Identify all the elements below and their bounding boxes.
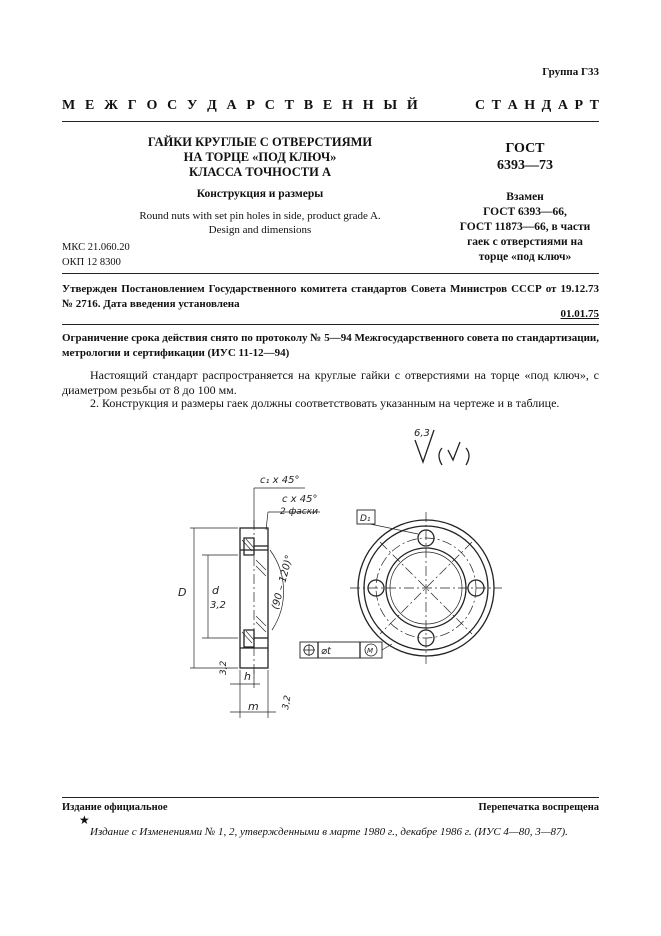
chamfer-c1-label: c₁ x 45°	[260, 475, 300, 486]
english-title-line-1: Round nuts with set pin holes in side, product grade A.	[139, 210, 381, 222]
heading-letter: У	[187, 98, 198, 113]
heading-letter: Д	[207, 98, 217, 113]
roughness-label-c: 3,2	[281, 694, 294, 711]
heading-letter: А	[557, 98, 568, 113]
replaced-line-4: торце «под ключ»	[478, 251, 572, 263]
diameter-D-label: D	[178, 586, 187, 599]
scope-paragraph: Настоящий стандарт распространяется на круглые гайки с отверстиями на торце «под ключ», с диаметром резьбы от 8 до 100 мм.	[62, 368, 599, 397]
approval-text: Утвержден Постановлением Государственного комитета стандартов Совета Министров СССР от 19.12.73 № 2716. Дата введения установлена	[62, 283, 599, 310]
heading-letter: Д	[541, 98, 552, 113]
heading-letter: Н	[524, 98, 536, 113]
heading-letter: Й	[406, 98, 418, 113]
tolerance-t-label: ⌀t	[321, 646, 331, 657]
reprint-prohibited-label: Перепечатка воспрещена	[478, 802, 599, 813]
heading-letter: Н	[362, 98, 374, 113]
heading-letter: Н	[342, 98, 353, 113]
heading-letter: Г	[127, 98, 137, 113]
document-title	[120, 135, 400, 237]
heading-letter: Т	[589, 98, 599, 113]
heading-letter: Т	[284, 98, 295, 113]
header-divider	[62, 121, 599, 122]
heading-letter: Е	[322, 98, 333, 113]
replaced-label: Взамен	[506, 191, 544, 203]
title-line-3: КЛАССА ТОЧНОСТИ А	[189, 165, 331, 179]
introduction-date: 01.01.75	[560, 308, 599, 320]
official-edition-label: Издание официальное	[62, 802, 168, 813]
edition-footnote: Издание с Изменениями № 1, 2, утвержденными в марте 1980 г., декабре 1986 г. (ИУС 4—80, 3—87).	[90, 826, 568, 838]
heading-letter: А	[226, 98, 237, 113]
english-title-line-2: Design and dimensions	[208, 224, 312, 236]
gost-number: 6393—73	[497, 158, 553, 173]
standard-word	[475, 98, 599, 114]
heading-letter: С	[167, 98, 178, 113]
chamfer-c-label: c x 45°	[282, 494, 318, 505]
heading-letter: Е	[85, 98, 95, 113]
datum-D1-label: D₁	[360, 514, 371, 524]
gost-label: ГОСТ	[505, 141, 545, 156]
section-divider	[62, 273, 599, 274]
roughness-sign-bracketed	[439, 442, 469, 465]
angle-label: (90 – 120)°	[270, 553, 296, 611]
heading-letter: Р	[246, 98, 255, 113]
replaced-line-3: гаек с отверстиями на	[467, 236, 583, 248]
title-subtitle: Конструкция и размеры	[196, 188, 324, 200]
approval-divider	[62, 324, 599, 325]
title-line-2: НА ТОРЦЕ «ПОД КЛЮЧ»	[183, 150, 337, 164]
heading-letter: Ж	[104, 98, 118, 113]
mks-code: МКС 21.060.20	[62, 242, 130, 253]
chamfer-count-label: 2 фаски	[280, 507, 319, 517]
nut-drawing	[170, 420, 510, 720]
star-marker: ★	[79, 813, 90, 827]
diameter-d-label: d	[212, 584, 219, 597]
heading-letter: С	[475, 98, 486, 113]
design-paragraph: 2. Конструкция и размеры гаек должны соответствовать указанным на чертеже и в таблице.	[90, 396, 560, 410]
roughness-value: 6,3	[414, 428, 430, 439]
heading-letter: С	[264, 98, 275, 113]
heading-letter: Т	[491, 98, 502, 113]
heading-letter: В	[303, 98, 314, 113]
group-code: Группа Г33	[542, 66, 599, 78]
classification-codes	[62, 240, 130, 270]
heading-letter: Ы	[383, 98, 398, 113]
tolerance-frame	[300, 642, 392, 658]
roughness-label-b: 3,2	[219, 660, 229, 675]
roughness-label-a: 3,2	[210, 600, 226, 611]
footer-divider	[62, 797, 599, 798]
standard-type-heading	[62, 98, 599, 114]
height-h-label: h	[244, 670, 251, 683]
replaced-line-1: ГОСТ 6393—66,	[483, 206, 567, 218]
replaced-line-2: ГОСТ 11873—66, в части	[459, 221, 591, 233]
height-m-label: m	[248, 700, 259, 713]
okp-code: ОКП 12 8300	[62, 257, 121, 268]
gost-designation	[455, 140, 595, 265]
tolerance-M-label: M	[367, 647, 374, 655]
heading-letter: Р	[574, 98, 584, 113]
title-line-1: ГАЙКИ КРУГЛЫЕ С ОТВЕРСТИЯМИ	[147, 135, 373, 149]
heading-letter: О	[146, 98, 158, 113]
interstate-word	[62, 98, 418, 114]
heading-letter: М	[62, 98, 76, 113]
heading-letter: А	[507, 98, 518, 113]
limitation-text: Ограничение срока действия снято по протоколу № 5—94 Межгосударственного совета по стандартизации, метрологии и сертификации (ИУС 11-12—94)	[62, 332, 599, 359]
